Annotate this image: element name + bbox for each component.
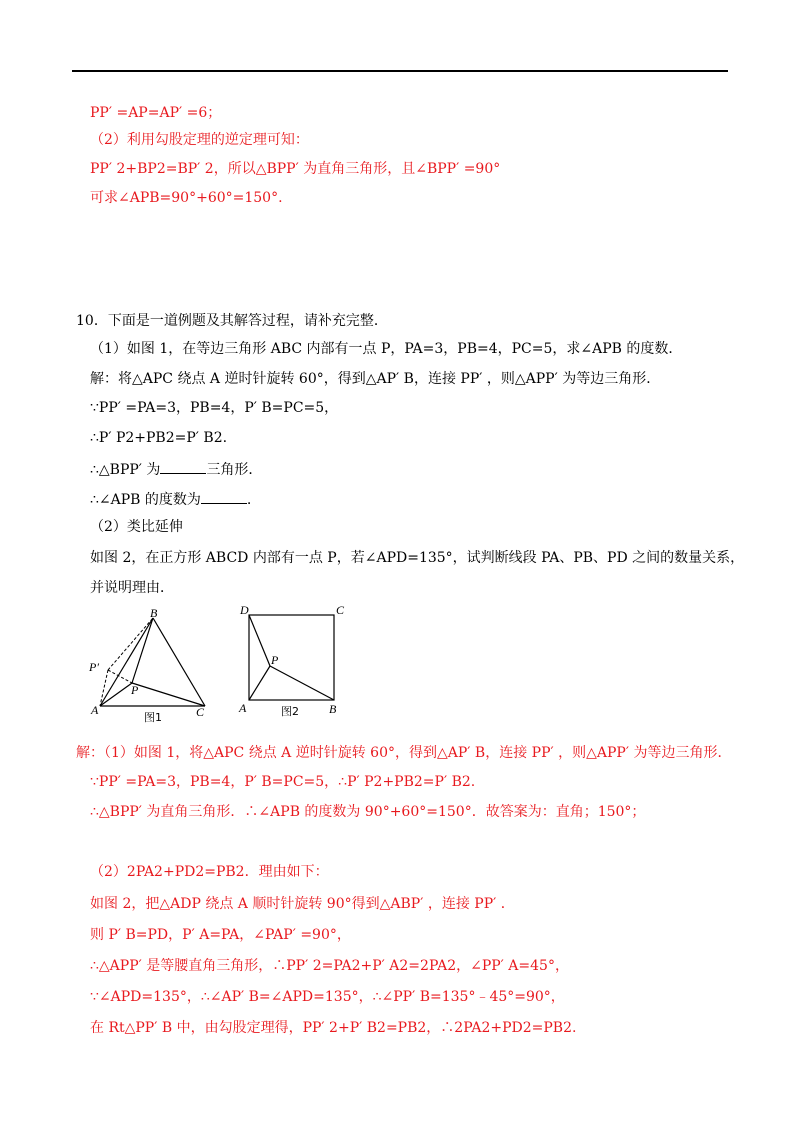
fill-blank-2-prefix: ∴∠APB 的度数为 — [90, 492, 201, 508]
solution-line-3: ∴△BPP′ 为直角三角形．∴∠APB 的度数为 90°+60°=150°．故答案为：直角；150°； — [90, 804, 646, 820]
problem-part1: （1）如图 1，在等边三角形 ABC 内部有一点 P，PA=3，PB=4，PC=5，求∠APB 的度数． — [90, 341, 683, 357]
answer-line-2: （2）利用勾股定理的逆定理可知： — [90, 132, 309, 148]
solution-line-2: ∵PP′ =PA=3，PB=4，P′ B=PC=5，∴P′ P2+PB2=P′ B2. — [90, 774, 476, 790]
answer-line-3: PP′ 2+BP2=BP′ 2，所以△BPP′ 为直角三角形，且∠BPP′ =90° — [90, 161, 501, 177]
fill-blank-1 — [90, 459, 262, 479]
fig2-caption: 图2 — [281, 705, 299, 718]
solution-line-5: 如图 2，把△ADP 绕点 A 顺时针旋转 90°得到△ABP′ ，连接 PP′ ． — [90, 896, 515, 912]
fig2-label-d: D — [240, 603, 249, 617]
figure-2 — [234, 600, 352, 720]
blank-2 — [201, 489, 247, 504]
figure-1 — [84, 608, 214, 726]
fill-blank-1-suffix: 三角形． — [206, 462, 263, 478]
fill-blank-1-prefix: ∴△BPP′ 为 — [90, 462, 161, 478]
fill-blank-2 — [90, 489, 251, 509]
problem-part2-line-1: 如图 2，在正方形 ABCD 内部有一点 P，若∠APD=135°，试判断线段 PA、PB、PD 之间的数量关系， — [90, 550, 745, 566]
fig1-label-b: B — [150, 608, 158, 620]
problem-part2-line-2: 并说明理由． — [90, 580, 174, 596]
problem-solution-line-1: 解：将△APC 绕点 A 逆时针旋转 60°，得到△AP′ B，连接 PP′ ，则△APP′ 为等边三角形． — [90, 371, 661, 387]
fill-blank-2-suffix: . — [246, 492, 252, 508]
fig2-label-p: P — [271, 653, 279, 667]
header-rule — [72, 70, 728, 72]
answer-line-1: PP′ =AP=AP′ =6； — [90, 105, 222, 121]
solution-line-8: ∵∠APD=135°，∴∠AP′ B=∠APD=135°，∴∠PP′ B=135°﹣45°=90°， — [90, 989, 565, 1005]
solution-line-4: （2）2PA2+PD2=PB2．理由如下： — [90, 864, 329, 880]
problem-solution-line-2: ∵PP′ =PA=3，PB=4，P′ B=PC=5， — [90, 400, 339, 416]
problem-solution-line-3: ∴P′ P2+PB2=P′ B2. — [90, 430, 228, 446]
fig2-label-c: C — [336, 603, 345, 617]
problem-intro: 10．下面是一道例题及其解答过程，请补充完整． — [76, 313, 388, 329]
fig1-caption: 图1 — [144, 711, 162, 724]
fig1-label-c: C — [196, 705, 205, 719]
problem-part2-title: （2）类比延伸 — [90, 519, 183, 535]
fig2-label-a: A — [239, 701, 247, 715]
blank-1 — [160, 459, 206, 474]
fig1-label-p-prime: P′ — [89, 660, 99, 674]
fig1-label-a: A — [91, 703, 99, 717]
solution-line-7: ∴△APP′ 是等腰直角三角形，∴PP′ 2=PA2+P′ A2=2PA2，∠PP′ A=45°， — [90, 958, 569, 974]
answer-line-4: 可求∠APB=90°+60°=150°. — [90, 190, 283, 206]
solution-line-9: 在 Rt△PP′ B 中，由勾股定理得，PP′ 2+P′ B2=PB2，∴2PA2+PD2=PB2. — [90, 1020, 577, 1036]
fig2-label-b: B — [329, 702, 337, 716]
solution-line-1: 解：（1）如图 1，将△APC 绕点 A 逆时针旋转 60°，得到△AP′ B，连接 PP′ ，则△APP′ 为等边三角形． — [76, 745, 732, 761]
solution-line-6: 则 P′ B=PD，P′ A=PA，∠PAP′ =90°， — [90, 927, 351, 943]
fig1-label-p: P — [131, 683, 139, 697]
